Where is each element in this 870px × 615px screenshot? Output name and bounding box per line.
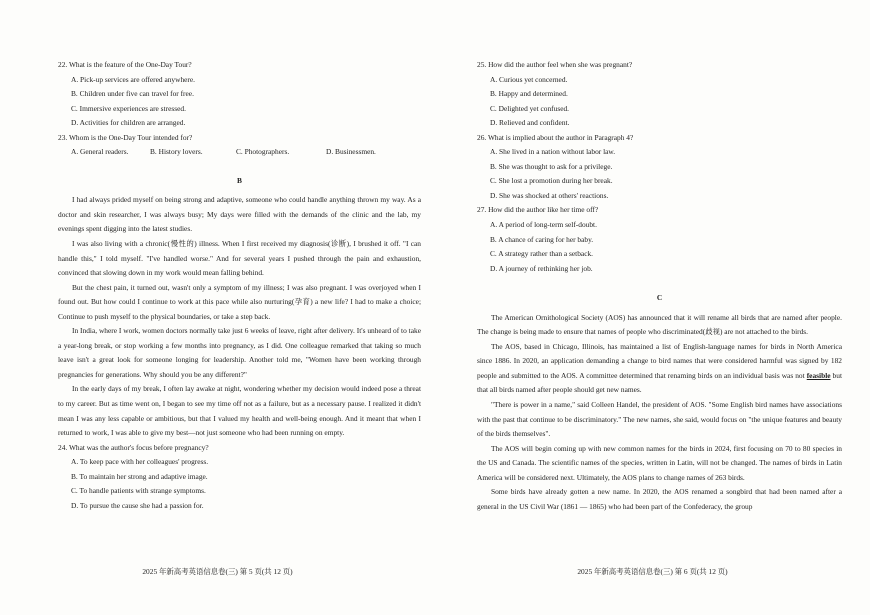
question-22-option-b: B. Children under five can travel for free. (71, 89, 194, 99)
question-24-option-a: A. To keep pace with her colleagues' progress. (71, 457, 209, 467)
question-27-option-a: A. A period of long-term self-doubt. (490, 220, 597, 230)
question-23-option-a: A. General readers. (71, 147, 129, 157)
question-27-option-d: D. A journey of rethinking her job. (490, 263, 593, 273)
passage-c-paragraph: Some birds have already gotten a new name. In 2020, the AOS renamed a songbird that had been named after a general in the US Civil War (1861 — 1865) who had been part of the Confederacy, the group (477, 487, 842, 511)
question-25-option-b: B. Happy and determined. (490, 89, 568, 99)
passage-c-paragraph: "There is power in a name," said Colleen Handel, the president of AOS. "Some English bird names have associations with the past that continue to be discriminatory." The new names, she said, would focus on "the unique features and beauty of the birds themselves". (477, 400, 842, 439)
page-footer-right: 2025 年新高考英语信息卷(三) 第 6 页(共 12 页) (577, 567, 728, 576)
page-footer-left: 2025 年新高考英语信息卷(三) 第 5 页(共 12 页) (142, 567, 293, 576)
passage-c-text: but that all birds named after people should get new names. (477, 370, 842, 395)
passage-b-paragraph: But the chest pain, it turned out, wasn't only a symptom of my illness; I was also pregnant. I was overjoyed when I found out. But how could I continue to work at this pace while also nurturing(孕育) a new life? I had to make a choice; Continue to push myself to the physical boundaries, or take a step back. (58, 282, 421, 321)
question-22-option-d: D. Activities for children are arranged. (71, 118, 186, 128)
question-25-stem: 25. How did the author feel when she was pregnant? (477, 60, 633, 69)
question-27-option-b: B. A chance of caring for her baby. (490, 234, 594, 244)
passage-b-paragraph: In India, where I work, women doctors normally take just 6 weeks of leave, right after delivery. It's unheard of to take a year-long break, or stop working a few months into pregnancy, as I did. One colleague remarked that taking so much leave isn't a great look for someone longing for leadership. Another told me, "Women have been working through pregnancies for generations. Why should you be any different?" (58, 326, 421, 379)
question-22-option-a: A. Pick-up services are offered anywhere. (71, 74, 196, 84)
passage-b-paragraph: In the early days of my break, I often lay awake at night, wondering whether my decision would indeed pose a threat to my career. But as time went on, I began to see my time off not as a failure, but as a necessary pause. I realized it didn't mean I was any less capable or ambitious, but that I valued my health and well-being enough. And it meant that when I returned to work, I was able to give my best—not just someone who had been running on empty. (58, 384, 421, 438)
question-24-option-d: D. To pursue the cause she had a passion for. (71, 500, 204, 510)
passage-c-paragraph (477, 340, 842, 398)
question-26-option-c: C. She lost a promotion during her break. (490, 176, 613, 186)
question-26-stem: 26. What is implied about the author in Paragraph 4? (477, 132, 634, 142)
passage-c-text: The AOS, based in Chicago, Illinois, has maintained a list of English-language names for birds in North America since 1886. In 2020, an application demanding a change to bird names that were considered harmful was signed by 182 people and submitted to the AOS. A committee determined that renaming birds on an individual basis was not (477, 341, 842, 380)
question-23-options (71, 145, 421, 160)
section-c-title: C (656, 293, 663, 303)
question-26-option-a: A. She lived in a nation without labor law. (490, 147, 616, 157)
left-column (58, 58, 421, 513)
question-24-option-c: C. To handle patients with strange symptoms. (71, 486, 206, 496)
question-26-option-b: B. She was thought to ask for a privilege. (490, 161, 613, 171)
question-23-option-b: B. History lovers. (150, 147, 203, 157)
question-27-stem: 27. How did the author like her time off? (477, 205, 599, 215)
passage-b-paragraph: I was also living with a chronic(慢性的) illness. When I first received my diagnosis(诊断), I brushed it off. "I can handle this," I told myself. "I've handled worse." And for several years I pushed through the pain and exhaustion, convinced that slowing down in my work would mean falling behind. (58, 239, 421, 278)
question-23-stem: 23. Whom is the One-Day Tour intended for? (58, 132, 193, 142)
question-25-option-d: D. Relieved and confident. (490, 118, 570, 128)
passage-b-paragraph: I had always prided myself on being strong and adaptive, someone who could handle anything thrown my way. As a doctor and skin researcher, I was always busy; My days were filled with the demands of the clinic and the lab, my evenings spent digging into the latest studies. (58, 195, 421, 234)
feasible-keyword: feasible (806, 370, 831, 380)
passage-c-paragraph: The AOS will begin coming up with new common names for the birds in 2024, first focusing on 70 to 80 species in the US and Canada. The scientific names of the species, written in Latin, will not be changed. The names of birds in Latin America will be considered next. Ultimately, the AOS plans to change names of 263 birds. (477, 443, 842, 482)
question-24-option-b: B. To maintain her strong and adaptive image. (71, 471, 208, 481)
question-23-option-d: D. Businessmen. (326, 147, 376, 157)
section-b-title: B (237, 175, 242, 185)
question-23-option-c: C. Photographers. (236, 147, 290, 157)
right-page (435, 0, 870, 615)
question-27-option-c: C. A strategy rather than a setback. (490, 249, 594, 259)
question-22-stem: 22. What is the feature of the One-Day Tour? (58, 60, 192, 69)
question-24-stem: 24. What was the author's focus before pregnancy? (58, 442, 209, 452)
right-column (477, 58, 842, 514)
passage-c-paragraph: The American Ornithological Society (AOS) has announced that it will rename all birds that are named after people. The change is being made to ensure that names of people who discriminated(歧视) are not attached to the birds. (477, 312, 842, 337)
question-25-option-a: A. Curious yet concerned. (490, 74, 568, 84)
question-26-option-d: D. She was shocked at others' reactions. (490, 190, 609, 200)
question-22-option-c: C. Immersive experiences are stressed. (71, 103, 186, 113)
question-25-option-c: C. Delighted yet confused. (490, 103, 570, 113)
